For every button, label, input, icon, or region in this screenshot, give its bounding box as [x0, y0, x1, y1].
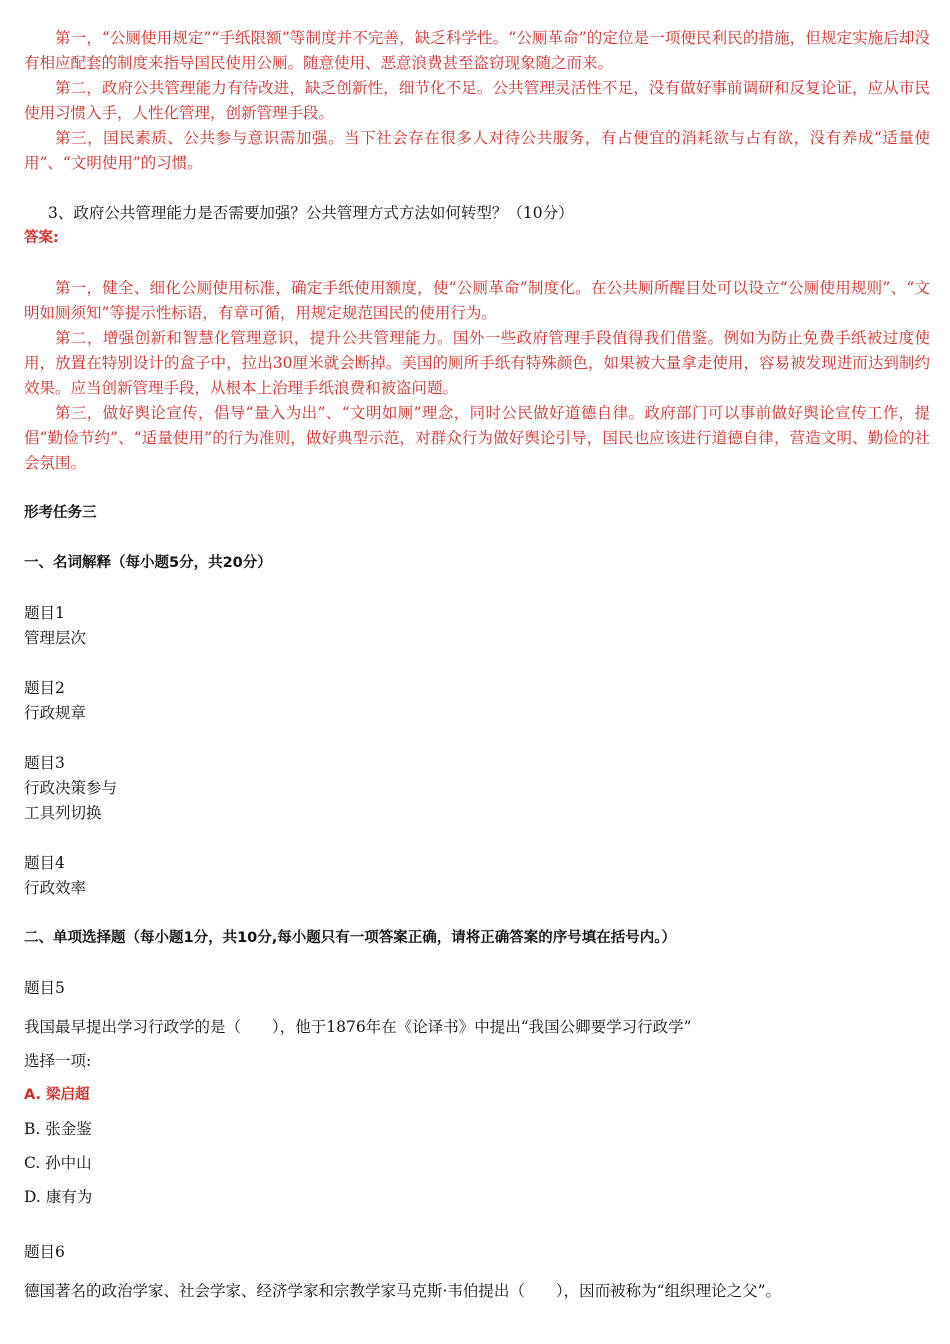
- answer-paragraph: 第一，“公厕使用规定”“手纸限额”等制度并不完善，缺乏科学性。“公厕革命”的定位是一项便民利民的措施，但规定实施后却没有相应配套的制度来指导国民使用公厕。随意使用、恶意浪费甚至盗窃现象随之而来。: [24, 29, 930, 72]
- question-3-text: 3、政府公共管理能力是否需要加强？公共管理方式方法如何转型？（10分）: [48, 204, 574, 222]
- question-text: 我国最早提出学习行政学的是（ ），他于1876年在《论译书》中提出“我国公卿要学习行政学”: [24, 1018, 692, 1036]
- item-label: 题目1: [24, 604, 65, 622]
- document-page: [24, 26, 930, 1308]
- choose-one-label: 选择一项:: [24, 1052, 92, 1070]
- question-text: 德国著名的政治学家、社会学家、经济学家和宗教学家马克斯·韦伯提出（ ），因而被称为“组织理论之父”。: [24, 1282, 782, 1300]
- item-term: 行政效率: [24, 879, 87, 897]
- item-label: 题目2: [24, 679, 65, 697]
- answer-label: 答案:: [24, 230, 59, 246]
- item-term: 工具列切换: [24, 804, 102, 822]
- item-term: 行政规章: [24, 704, 87, 722]
- question-label: 题目5: [24, 979, 65, 997]
- term-item: [24, 676, 930, 726]
- answer-paragraph: 第二，增强创新和智慧化管理意识，提升公共管理能力。国外一些政府管理手段值得我们借鉴。例如为防止免费手纸被过度使用，放置在特别设计的盒子中，拉出30厘米就会断掉。美国的厕所手纸有特殊颜色，如果被大量拿走使用，容易被发现进而达到制约效果。应当创新管理手段，从根本上治理手纸浪费和被盗问题。: [24, 329, 930, 397]
- item-term: 行政决策参与: [24, 779, 118, 797]
- option-b[interactable]: B. 张金鉴: [24, 1120, 92, 1138]
- answer-paragraph: 第三，国民素质、公共参与意识需加强。当下社会存在很多人对待公共服务，有占便宜的消耗欲与占有欲，没有养成“适量使用”、“文明使用”的习惯。: [24, 129, 930, 172]
- option-c[interactable]: C. 孙中山: [24, 1154, 92, 1172]
- question-6: [24, 1240, 930, 1308]
- option-d[interactable]: D. 康有为: [24, 1188, 93, 1206]
- question-label: 题目6: [24, 1243, 65, 1261]
- item-label: 题目3: [24, 754, 65, 772]
- term-item: [24, 601, 930, 651]
- term-item: [24, 851, 930, 901]
- answer-paragraph: 第三，做好舆论宣传，倡导“量入为出”、“文明如厕”理念，同时公民做好道德自律。政府部门可以事前做好舆论宣传工作，提倡“勤俭节约”、“适量使用”的行为准则，做好典型示范，对群众行为做好舆论引导，国民也应该进行道德自律，营造文明、勤俭的社会氛围。: [24, 404, 930, 472]
- previous-answer: [24, 26, 930, 176]
- question-3-answer: [24, 276, 930, 476]
- term-item: [24, 751, 930, 826]
- answer-paragraph: 第一，健全、细化公厕使用标准，确定手纸使用额度，使“公厕革命”制度化。在公共厕所醒目处可以设立“公厕使用规则”、“文明如厕须知”等提示性标语，有章可循，用规定规范国民的使用行为。: [24, 279, 930, 322]
- item-label: 题目4: [24, 854, 65, 872]
- option-a[interactable]: A. 梁启超: [24, 1087, 90, 1103]
- item-term: 管理层次: [24, 629, 87, 647]
- task-title: 形考任务三: [24, 505, 97, 521]
- section-2-title: 二、单项选择题（每小题1分，共10分,每小题只有一项答案正确，请将正确答案的序号填在括号内。）: [24, 930, 677, 946]
- answer-paragraph: 第二，政府公共管理能力有待改进，缺乏创新性，细节化不足。公共管理灵活性不足，没有做好事前调研和反复论证，应从市民使用习惯入手，人性化管理，创新管理手段。: [24, 79, 930, 122]
- question-5: [24, 976, 930, 1214]
- section-1-title: 一、名词解释（每小题5分，共20分）: [24, 555, 272, 571]
